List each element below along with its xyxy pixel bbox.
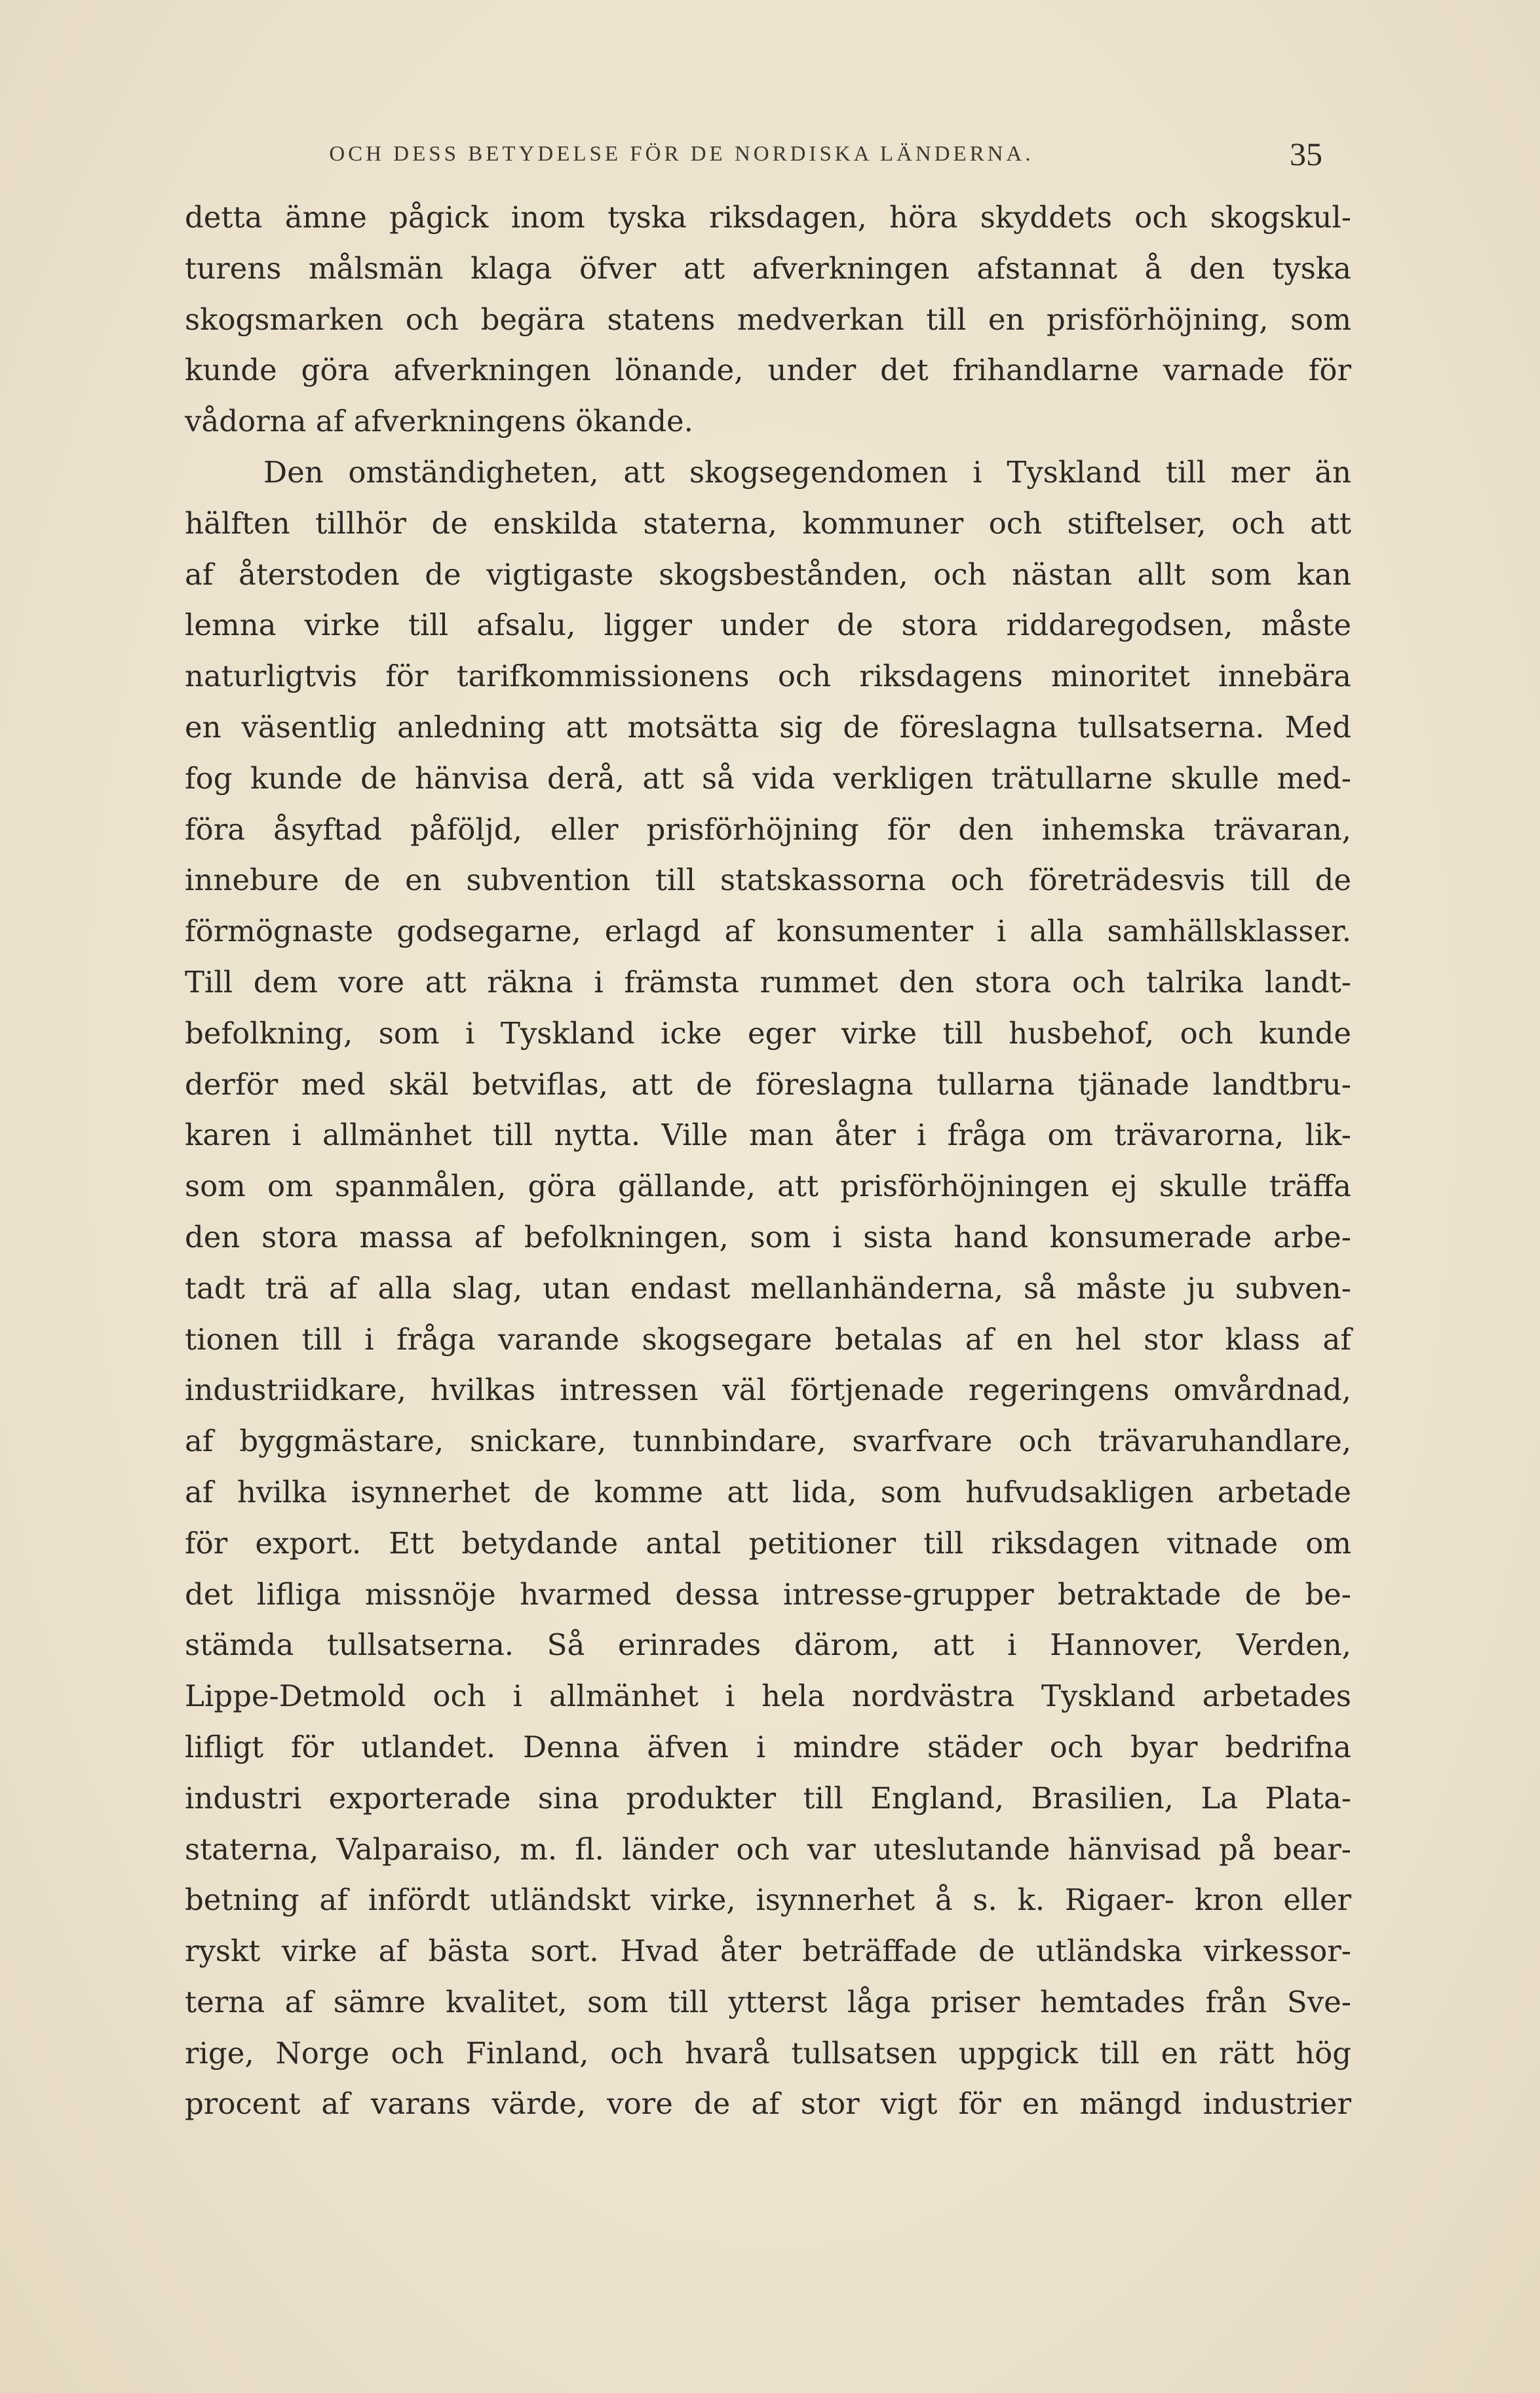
text-line: terna af sämre kvalitet, som till ytterst låga priser hemtades från Sve- [185, 1984, 1351, 2019]
text-line: som om spanmålen, göra gällande, att prisförhöjningen ej skulle träffa [185, 1169, 1351, 1204]
text-line: lifligt för utlandet. Denna äfven i mindre städer och byar bedrifna [185, 1729, 1351, 1764]
text-line: af byggmästare, snickare, tunnbindare, svarfvare och trävaruhandlare, [185, 1424, 1351, 1459]
text-line: den stora massa af befolkningen, som i sista hand konsumerade arbe- [185, 1219, 1351, 1255]
text-line: industriidkare, hvilkas intressen väl förtjenade regeringens omvårdnad, [185, 1372, 1351, 1408]
text-line: rige, Norge och Finland, och hvarå tullsatsen uppgick till en rätt hög [185, 2035, 1351, 2071]
text-line: ryskt virke af bästa sort. Hvad åter beträffade de utländska virkessor- [185, 1934, 1351, 1969]
text-line: föra åsyftad påföljd, eller prisförhöjning för den inhemska trävaran, [185, 811, 1351, 847]
text-line: Den omständigheten, att skogsegendomen i Tyskland till mer än [263, 454, 1351, 490]
text-line: Till dem vore att räkna i främsta rummet den stora och talrika landt- [185, 964, 1351, 1000]
text-line: fog kunde de hänvisa derå, att så vida verkligen trätullarne skulle med- [185, 760, 1351, 796]
text-line: industri exporterade sina produkter till England, Brasilien, La Plata- [185, 1780, 1351, 1816]
text-line: tadt trä af alla slag, utan endast mellanhänderna, så måste ju subven- [185, 1270, 1351, 1306]
text-line: staterna, Valparaiso, m. fl. länder och var uteslutande hänvisad på bear- [185, 1831, 1351, 1867]
text-line: Lippe-Detmold och i allmänhet i hela nordvästra Tyskland arbetades [185, 1679, 1351, 1714]
text-line: skogsmarken och begära statens medverkan till en prisförhöjning, som [185, 302, 1351, 337]
running-head [183, 134, 1322, 174]
text-line: kunde göra afverkningen lönande, under det frihandlarne varnade för [185, 353, 1351, 388]
text-line: lemna virke till afsalu, ligger under de stora riddaregodsen, måste [185, 608, 1351, 643]
text-line: karen i allmänhet till nytta. Ville man åter i fråga om trävarorna, lik- [185, 1118, 1351, 1153]
text-line: tionen till i fråga varande skogsegare betalas af en hel stor klass af [185, 1321, 1351, 1357]
text-line: af återstoden de vigtigaste skogsbestånden, och nästan allt som kan [185, 556, 1351, 592]
text-line: betning af infördt utländskt virke, isynnerhet å s. k. Rigaer- kron eller [185, 1882, 1351, 1918]
text-line: en väsentlig anledning att motsätta sig de föreslagna tullsatserna. Med [185, 709, 1351, 745]
text-line: detta ämne pågick inom tyska riksdagen, höra skyddets och skogskul- [185, 200, 1351, 235]
page-number: 35 [1290, 136, 1322, 172]
text-line: befolkning, som i Tyskland icke eger virke till husbehof, och kunde [185, 1015, 1351, 1051]
text-line: procent af varans värde, vore de af stor vigt för en mängd industrier [185, 2086, 1351, 2122]
text-line: för export. Ett betydande antal petitioner till riksdagen vitnade om [185, 1525, 1351, 1561]
running-head-title: OCH DESS BETYDELSE FÖR DE NORDISKA LÄNDERNA. [329, 142, 1034, 166]
body-text [185, 192, 1351, 2130]
text-line: vådorna af afverkningens ökande. [185, 404, 693, 439]
text-line: stämda tullsatserna. Så erinrades därom, att i Hannover, Verden, [185, 1627, 1351, 1663]
text-line: det lifliga missnöje hvarmed dessa intresse-grupper betraktade de be- [185, 1576, 1351, 1612]
text-line: innebure de en subvention till statskassorna och företrädesvis till de [185, 863, 1351, 898]
text-line: derför med skäl betviflas, att de föreslagna tullarna tjänade landtbru- [185, 1066, 1351, 1102]
text-line: turens målsmän klaga öfver att afverkningen afstannat å den tyska [185, 250, 1351, 286]
text-line: förmögnaste godsegarne, erlagd af konsumenter i alla samhällsklasser. [185, 914, 1351, 949]
text-line: af hvilka isynnerhet de komme att lida, som hufvudsakligen arbetade [185, 1474, 1351, 1509]
text-line: hälften tillhör de enskilda staterna, kommuner och stiftelser, och att [185, 505, 1351, 541]
text-line: naturligtvis för tarifkommissionens och riksdagens minoritet innebära [185, 659, 1351, 694]
